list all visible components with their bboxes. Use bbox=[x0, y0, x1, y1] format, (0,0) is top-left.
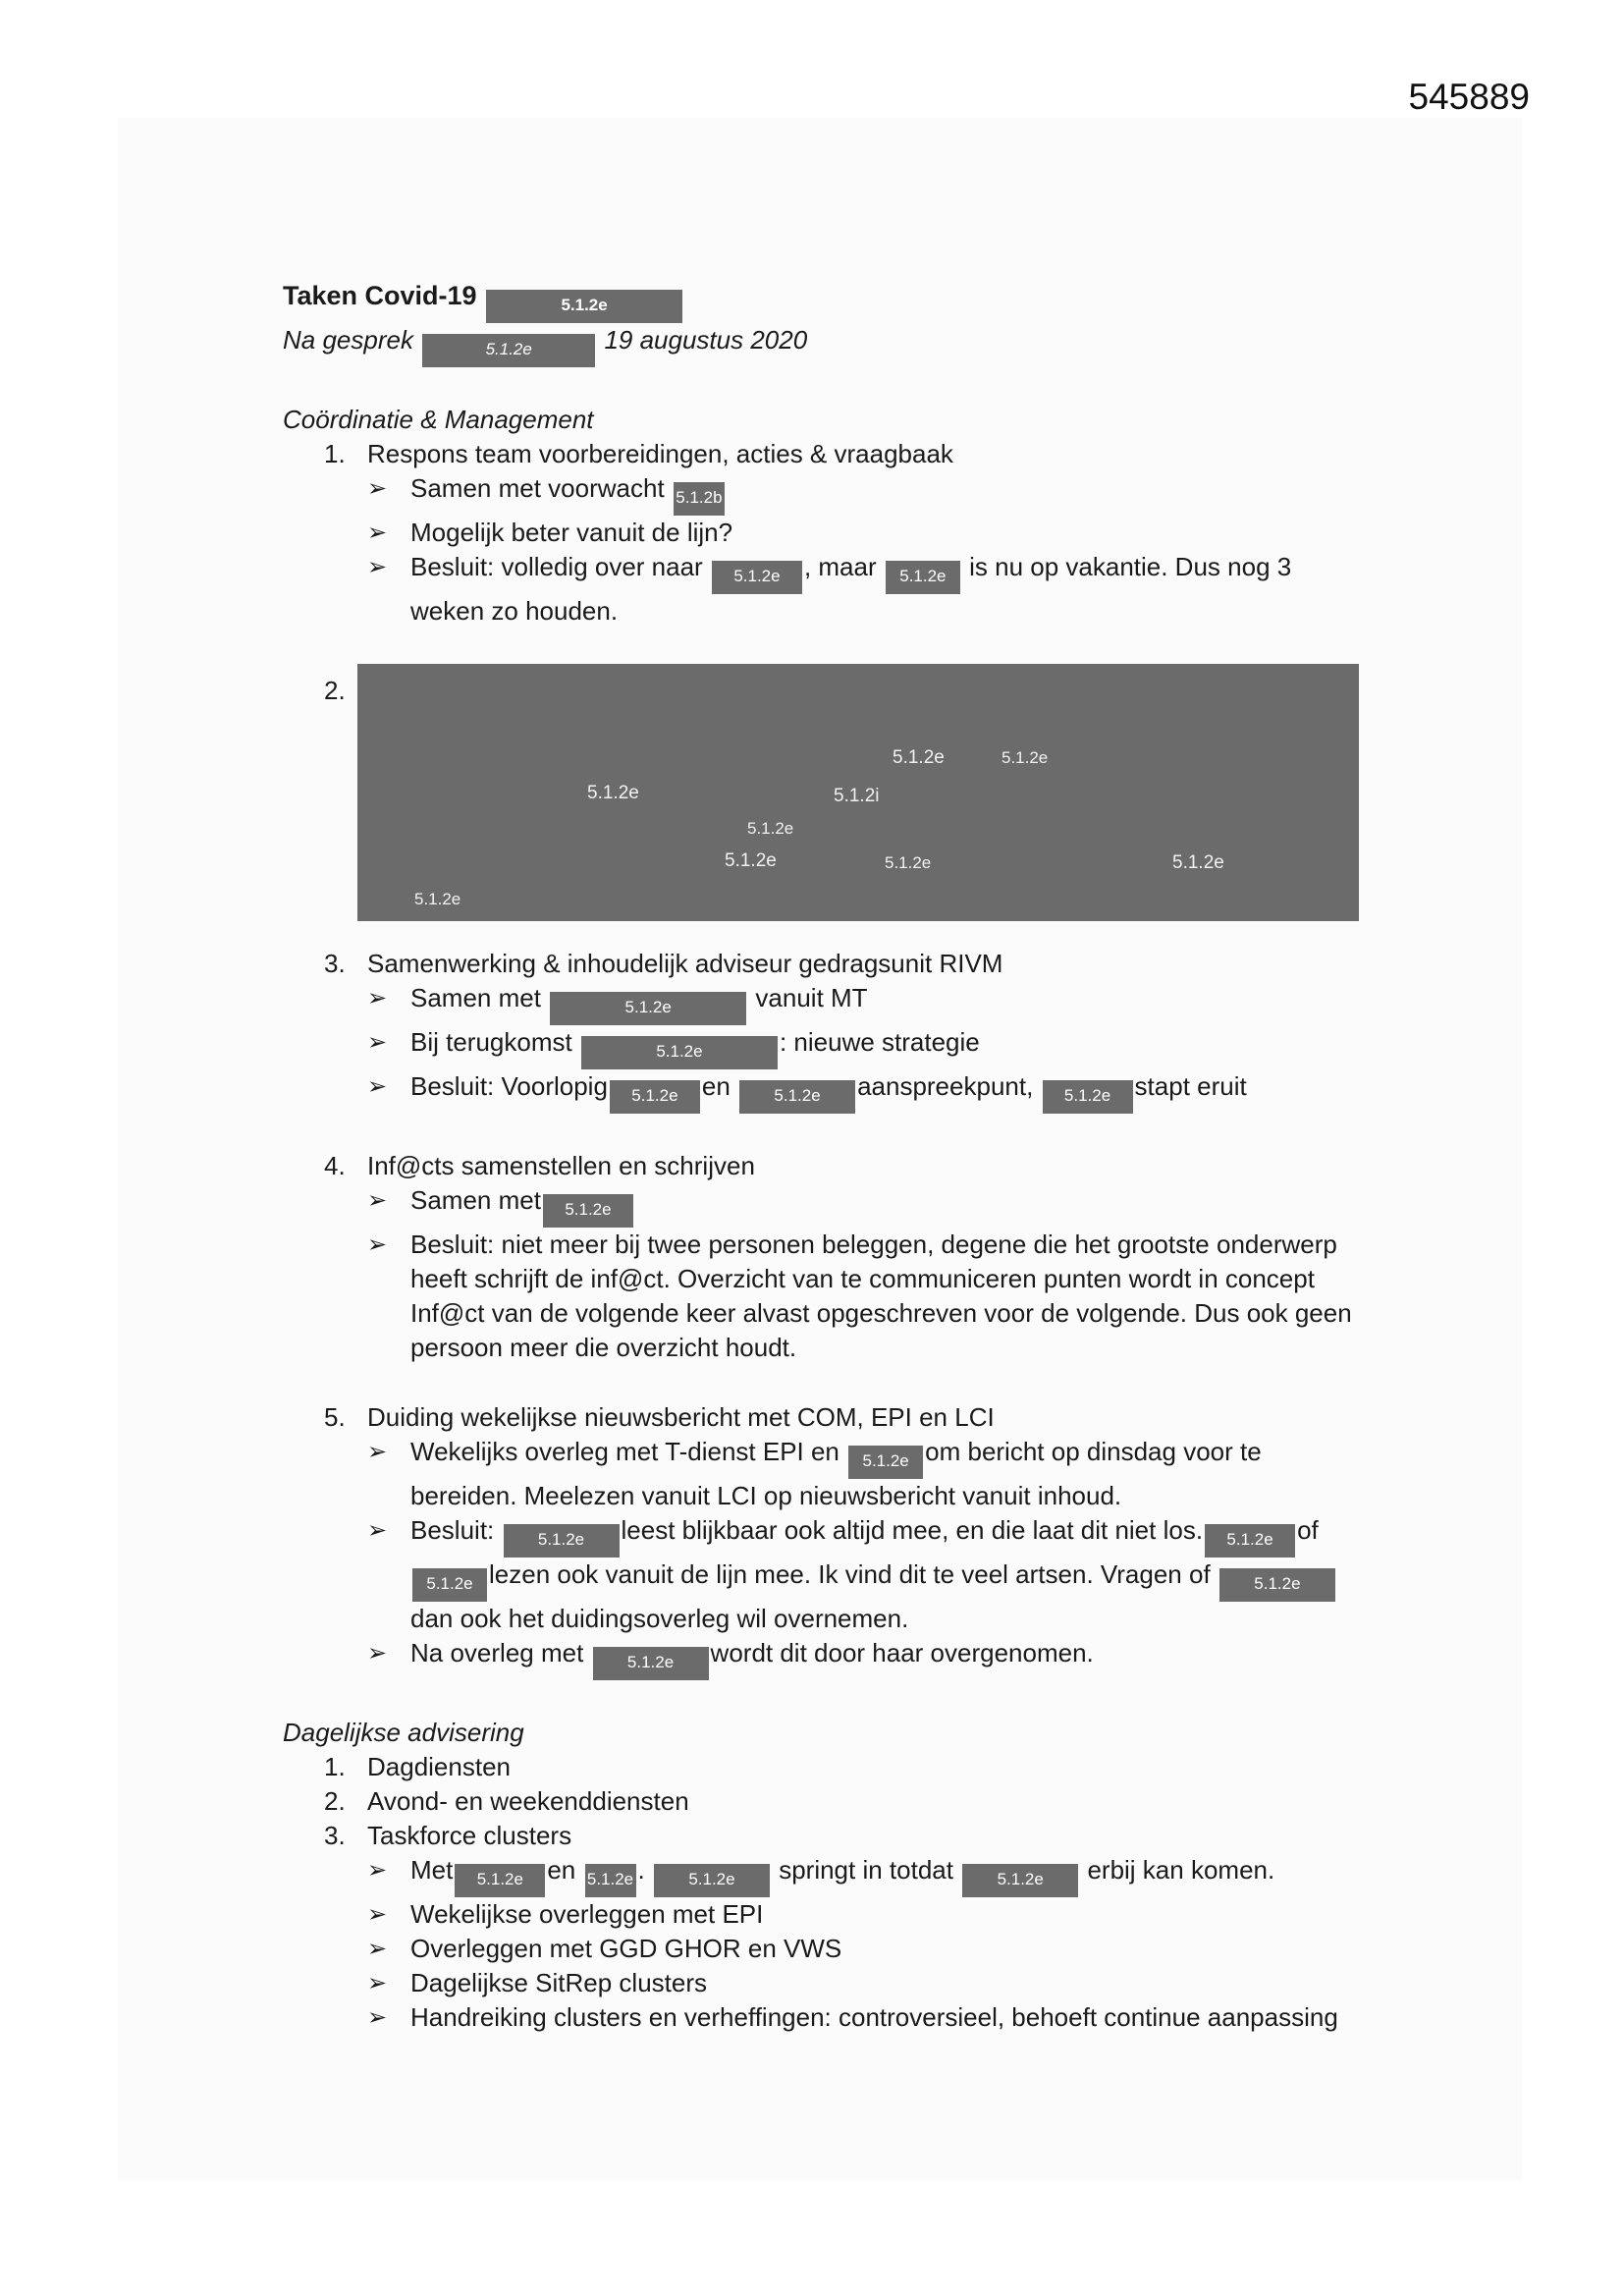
item-number: 1. bbox=[324, 1752, 346, 1781]
bullet-text: Met bbox=[410, 1855, 454, 1885]
item-text: Duiding wekelijkse nieuwsbericht met COM, EPI en LCI bbox=[367, 1402, 995, 1432]
sub-bullet bbox=[283, 981, 1363, 1025]
item-number: 1. bbox=[324, 439, 346, 468]
list-item bbox=[283, 1400, 1363, 1435]
sub-bullet bbox=[283, 1932, 1363, 1966]
redaction-box: 5.1.2e bbox=[1043, 1080, 1133, 1114]
bullet-text: Samen met bbox=[410, 1185, 541, 1215]
bullet-text: vanuit MT bbox=[755, 983, 868, 1012]
bullet-text: om bericht op dinsdag voor te bereiden. Meelezen vanuit LCI op nieuwsbericht vanuit inhoud. bbox=[410, 1437, 1262, 1510]
redaction-box: 5.1.2e bbox=[412, 1568, 487, 1602]
bullet-text: Besluit: bbox=[410, 1515, 495, 1545]
bullet-text: . bbox=[637, 1855, 645, 1885]
sub-bullet bbox=[283, 1897, 1363, 1932]
redaction-box: 5.1.2e bbox=[585, 1864, 636, 1897]
bullet-text: en bbox=[701, 1071, 731, 1101]
bullet-text: Besluit: niet meer bij twee personen beleggen, degene die het grootste onderwerp heeft schrijft de inf@ct. Overzicht van te communiceren punten wordt in concept Inf@ct van de volgende keer alvast opgeschreven voor de volgende. Dus ook geen persoon meer die overzicht houdt. bbox=[410, 1230, 1352, 1362]
bullet-text: dan ook het duidingsoverleg wil overnemen. bbox=[410, 1604, 909, 1633]
sub-bullet bbox=[283, 1435, 1363, 1513]
arrowhead-bullet-icon: ➢ bbox=[367, 1073, 388, 1100]
bullet-text: Besluit: volledig over naar bbox=[410, 552, 703, 581]
document-subtitle bbox=[283, 323, 1363, 367]
bullet-text: Bij terugkomst bbox=[410, 1027, 572, 1057]
arrowhead-bullet-icon: ➢ bbox=[367, 1187, 388, 1214]
sub-bullet bbox=[283, 1513, 1363, 1636]
item-text: Inf@cts samenstellen en schrijven bbox=[367, 1151, 755, 1180]
bullet-text: Samen met bbox=[410, 983, 541, 1012]
arrowhead-bullet-icon: ➢ bbox=[367, 1640, 388, 1667]
document-title bbox=[283, 279, 1363, 323]
item-text: Avond- en weekenddiensten bbox=[367, 1786, 689, 1816]
redaction-box: 5.1.2e bbox=[712, 561, 802, 594]
item-text: Respons team voorbereidingen, acties & vraagbaak bbox=[367, 439, 953, 468]
item-number: 5. bbox=[324, 1402, 346, 1432]
redaction-box: 5.1.2e bbox=[886, 561, 960, 594]
redaction-box: 5.1.2e bbox=[848, 1446, 923, 1479]
redaction-box: 5.1.2e bbox=[610, 1080, 700, 1114]
redaction-box: 5.1.2e bbox=[654, 1864, 770, 1897]
arrowhead-bullet-icon: ➢ bbox=[367, 554, 388, 580]
bullet-text: Mogelijk beter vanuit de lijn? bbox=[410, 518, 733, 547]
bullet-text: Besluit: Voorlopig bbox=[410, 1071, 608, 1101]
arrowhead-bullet-icon: ➢ bbox=[367, 1029, 388, 1056]
bullet-text: leest blijkbaar ook altijd mee, en die laat dit niet los. bbox=[621, 1515, 1204, 1545]
redaction-label: 5.1.2e bbox=[893, 747, 945, 768]
bullet-text: springt in totdat bbox=[779, 1855, 953, 1885]
redaction-box: 5.1.2b bbox=[674, 482, 725, 516]
list-item-redacted bbox=[283, 664, 1363, 921]
redaction-box: 5.1.2e bbox=[962, 1864, 1078, 1897]
item-number: 3. bbox=[324, 949, 346, 978]
item-number: 2. bbox=[324, 1786, 346, 1816]
list-item bbox=[283, 1819, 1363, 1853]
redaction-label: 5.1.2e bbox=[725, 850, 777, 871]
arrowhead-bullet-icon: ➢ bbox=[367, 1936, 388, 1962]
sub-bullet bbox=[283, 471, 1363, 516]
redaction-box: 5.1.2e bbox=[1219, 1568, 1335, 1602]
redaction-label: 5.1.2e bbox=[885, 853, 932, 872]
redaction-box: 5.1.2e bbox=[504, 1524, 620, 1558]
redaction-label: 5.1.2e bbox=[1001, 748, 1049, 767]
arrowhead-bullet-icon: ➢ bbox=[367, 1901, 388, 1928]
redaction-box: 5.1.2e bbox=[581, 1036, 778, 1069]
bullet-text: : nieuwe strategie bbox=[779, 1027, 980, 1057]
arrowhead-bullet-icon: ➢ bbox=[367, 1970, 388, 1996]
document-content bbox=[283, 279, 1363, 2035]
redaction-label: 5.1.2e bbox=[414, 890, 461, 908]
sub-bullet bbox=[283, 2000, 1363, 2035]
bullet-text: erbij kan komen. bbox=[1087, 1855, 1275, 1885]
redaction-label: 5.1.2e bbox=[587, 783, 639, 803]
redaction-label: 5.1.2e bbox=[1172, 852, 1224, 873]
list-item bbox=[283, 437, 1363, 471]
arrowhead-bullet-icon: ➢ bbox=[367, 475, 388, 502]
item-number: 3. bbox=[324, 1821, 346, 1850]
list-item bbox=[283, 947, 1363, 981]
bullet-text: aanspreekpunt, bbox=[857, 1071, 1034, 1101]
title-text: Taken Covid-19 bbox=[283, 281, 477, 310]
sub-bullet bbox=[283, 1853, 1363, 1897]
list-item bbox=[283, 1149, 1363, 1183]
arrowhead-bullet-icon: ➢ bbox=[367, 1857, 388, 1884]
redaction-box: 5.1.2e bbox=[486, 290, 682, 323]
list-item bbox=[283, 1750, 1363, 1784]
bullet-text: en bbox=[547, 1855, 576, 1885]
item-number: 2. bbox=[324, 676, 346, 705]
bullet-text: , maar bbox=[803, 552, 877, 581]
sub-bullet bbox=[283, 1069, 1363, 1114]
redaction-label: 5.1.2i bbox=[834, 786, 880, 806]
bullet-text: Samen met voorwacht bbox=[410, 473, 665, 503]
redaction-box: 5.1.2e bbox=[455, 1864, 545, 1897]
subtitle-date: 19 augustus 2020 bbox=[604, 325, 808, 355]
sub-bullet bbox=[283, 516, 1363, 550]
bullet-text: is nu op vakantie. Dus nog 3 weken zo houden. bbox=[410, 552, 1292, 626]
sub-bullet bbox=[283, 1636, 1363, 1680]
redaction-box: 5.1.2e bbox=[739, 1080, 855, 1114]
redaction-box: 5.1.2e bbox=[422, 334, 595, 367]
redaction-box: 5.1.2e bbox=[550, 992, 746, 1025]
redaction-box: 5.1.2e bbox=[1205, 1524, 1295, 1558]
sub-bullet bbox=[283, 1183, 1363, 1228]
item-text: Samenwerking & inhoudelijk adviseur gedragsunit RIVM bbox=[367, 949, 1003, 978]
bullet-text: Wekelijks overleg met T-dienst EPI en bbox=[410, 1437, 839, 1466]
item-number: 4. bbox=[324, 1151, 346, 1180]
sub-bullet bbox=[283, 1966, 1363, 2000]
redaction-box: 5.1.2e bbox=[543, 1194, 633, 1228]
bullet-text: stapt eruit bbox=[1134, 1071, 1247, 1101]
arrowhead-bullet-icon: ➢ bbox=[367, 985, 388, 1011]
subtitle-prefix: Na gesprek bbox=[283, 325, 413, 355]
redacted-block bbox=[357, 664, 1359, 921]
sub-bullet bbox=[283, 550, 1363, 629]
sub-bullet bbox=[283, 1025, 1363, 1069]
bullet-text: Overleggen met GGD GHOR en VWS bbox=[410, 1934, 842, 1963]
arrowhead-bullet-icon: ➢ bbox=[367, 2004, 388, 2031]
arrowhead-bullet-icon: ➢ bbox=[367, 1517, 388, 1544]
arrowhead-bullet-icon: ➢ bbox=[367, 1231, 388, 1258]
bullet-text: wordt dit door haar overgenomen. bbox=[710, 1638, 1094, 1667]
bullet-text: Handreiking clusters en verheffingen: controversieel, behoeft continue aanpassing bbox=[410, 2002, 1338, 2032]
arrowhead-bullet-icon: ➢ bbox=[367, 1439, 388, 1465]
item-text: Taskforce clusters bbox=[367, 1821, 572, 1850]
bullet-text: Na overleg met bbox=[410, 1638, 584, 1667]
bullet-text: lezen ook vanuit de lijn mee. Ik vind dit te veel artsen. Vragen of bbox=[489, 1559, 1211, 1589]
redaction-box: 5.1.2e bbox=[593, 1647, 709, 1680]
arrowhead-bullet-icon: ➢ bbox=[367, 519, 388, 546]
bullet-text: Wekelijkse overleggen met EPI bbox=[410, 1899, 764, 1929]
section-title-coordinatie: Coördinatie & Management bbox=[283, 405, 594, 434]
redaction-label: 5.1.2e bbox=[747, 819, 794, 838]
bullet-text: Dagelijkse SitRep clusters bbox=[410, 1968, 708, 1997]
section-title-advisering: Dagelijkse advisering bbox=[283, 1718, 524, 1747]
list-item bbox=[283, 1784, 1363, 1819]
bullet-text: of bbox=[1297, 1515, 1319, 1545]
document-id: 545889 bbox=[1408, 77, 1530, 117]
item-text: Dagdiensten bbox=[367, 1752, 511, 1781]
sub-bullet bbox=[283, 1228, 1363, 1365]
